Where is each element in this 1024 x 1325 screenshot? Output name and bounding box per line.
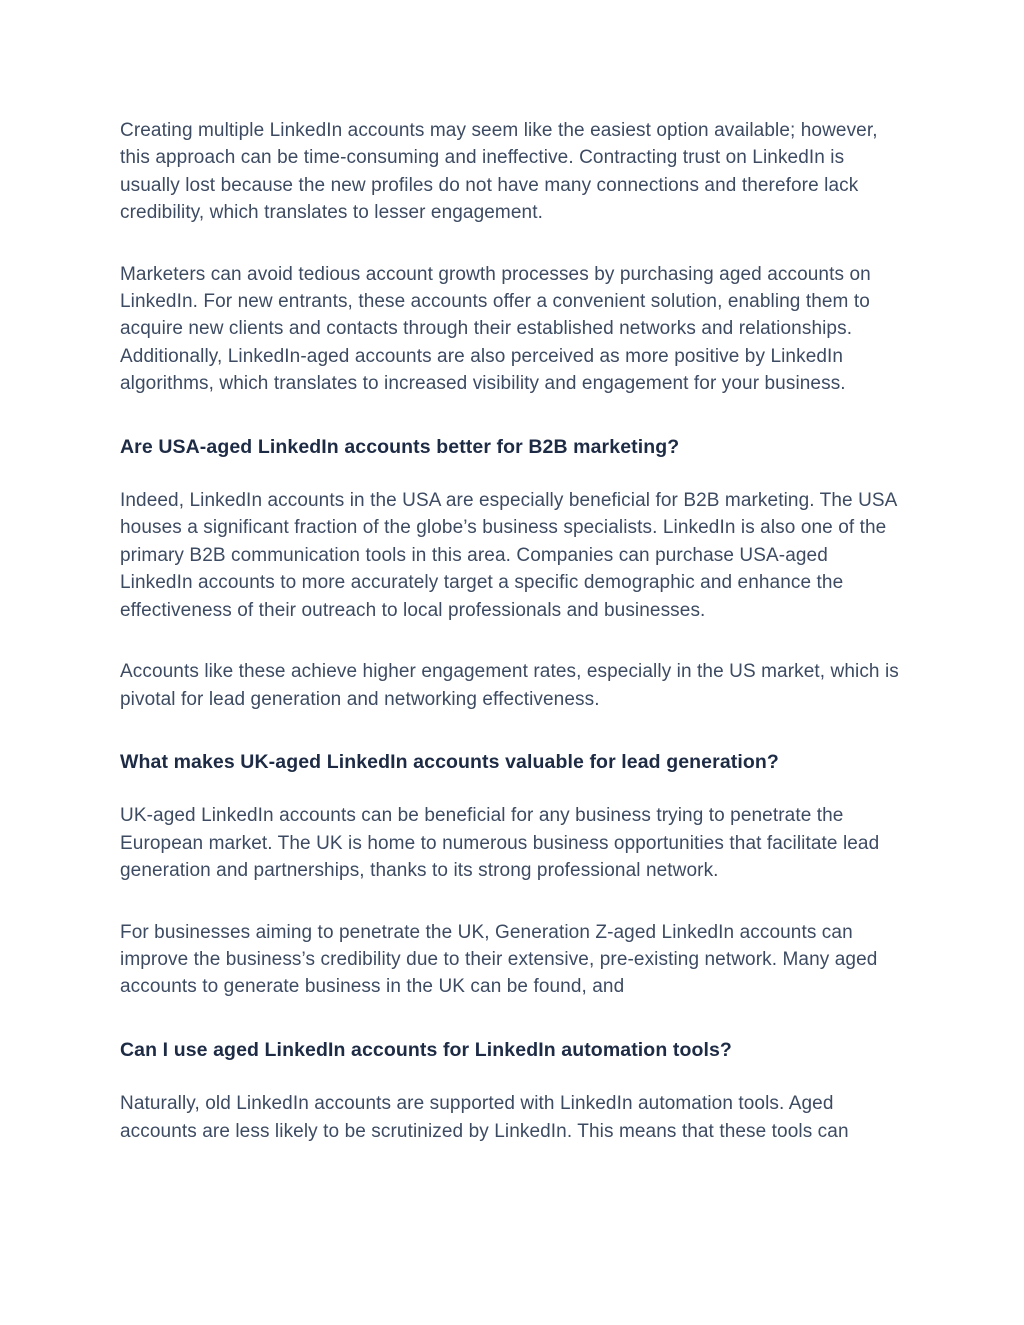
- paragraph-uk-generation-z: For businesses aiming to penetrate the UK, Generation Z-aged LinkedIn accounts can improve the business’s credibility due to their extensive, pre-existing network. Many aged accounts to generate business in the UK can be found, and: [120, 921, 878, 998]
- heading-automation-tools: Can I use aged LinkedIn accounts for LinkedIn automation tools?: [120, 1038, 732, 1061]
- heading-usa-b2b-marketing: Are USA-aged LinkedIn accounts better for B2B marketing?: [120, 435, 680, 458]
- paragraph-automation-support: Naturally, old LinkedIn accounts are supported with LinkedIn automation tools. Aged accounts are less likely to be scrutinized by LinkedIn. This means that these tools can: [120, 1093, 849, 1142]
- paragraph-marketers-aged-accounts: Marketers can avoid tedious account growth processes by purchasing aged accounts on LinkedIn. For new entrants, these accounts offer a convenient solution, enabling them to acquire new clients and contacts through their established networks and relationships. Additionally, LinkedIn-aged accounts are also perceived as more positive by LinkedIn algorithms, which translates to increased visibility and engagement for your business.: [120, 263, 871, 395]
- heading-uk-lead-generation: What makes UK-aged LinkedIn accounts valuable for lead generation?: [120, 750, 779, 773]
- paragraph-us-engagement-rates: Accounts like these achieve higher engagement rates, especially in the US market, which is pivotal for lead generation and networking effectiveness.: [120, 661, 899, 710]
- paragraph-usa-benefits: Indeed, LinkedIn accounts in the USA are especially beneficial for B2B marketing. The USA houses a significant fraction of the globe’s business specialists. LinkedIn is also one of the primary B2B communication tools in this area. Companies can purchase USA-aged LinkedIn accounts to more accurately target a specific demographic and enhance the effectiveness of their outreach to local professionals and businesses.: [120, 490, 897, 621]
- paragraph-multiple-accounts: Creating multiple LinkedIn accounts may seem like the easiest option available; however, this approach can be time-consuming and ineffective. Contracting trust on LinkedIn is usually lost because the new profiles do not have many connections and therefore lack credibility, which translates to lesser engagement.: [120, 120, 878, 224]
- article-body: [120, 117, 905, 1179]
- paragraph-uk-benefits: UK-aged LinkedIn accounts can be beneficial for any business trying to penetrate the European market. The UK is home to numerous business opportunities that facilitate lead generation and partnerships, thanks to its strong professional network.: [120, 805, 880, 882]
